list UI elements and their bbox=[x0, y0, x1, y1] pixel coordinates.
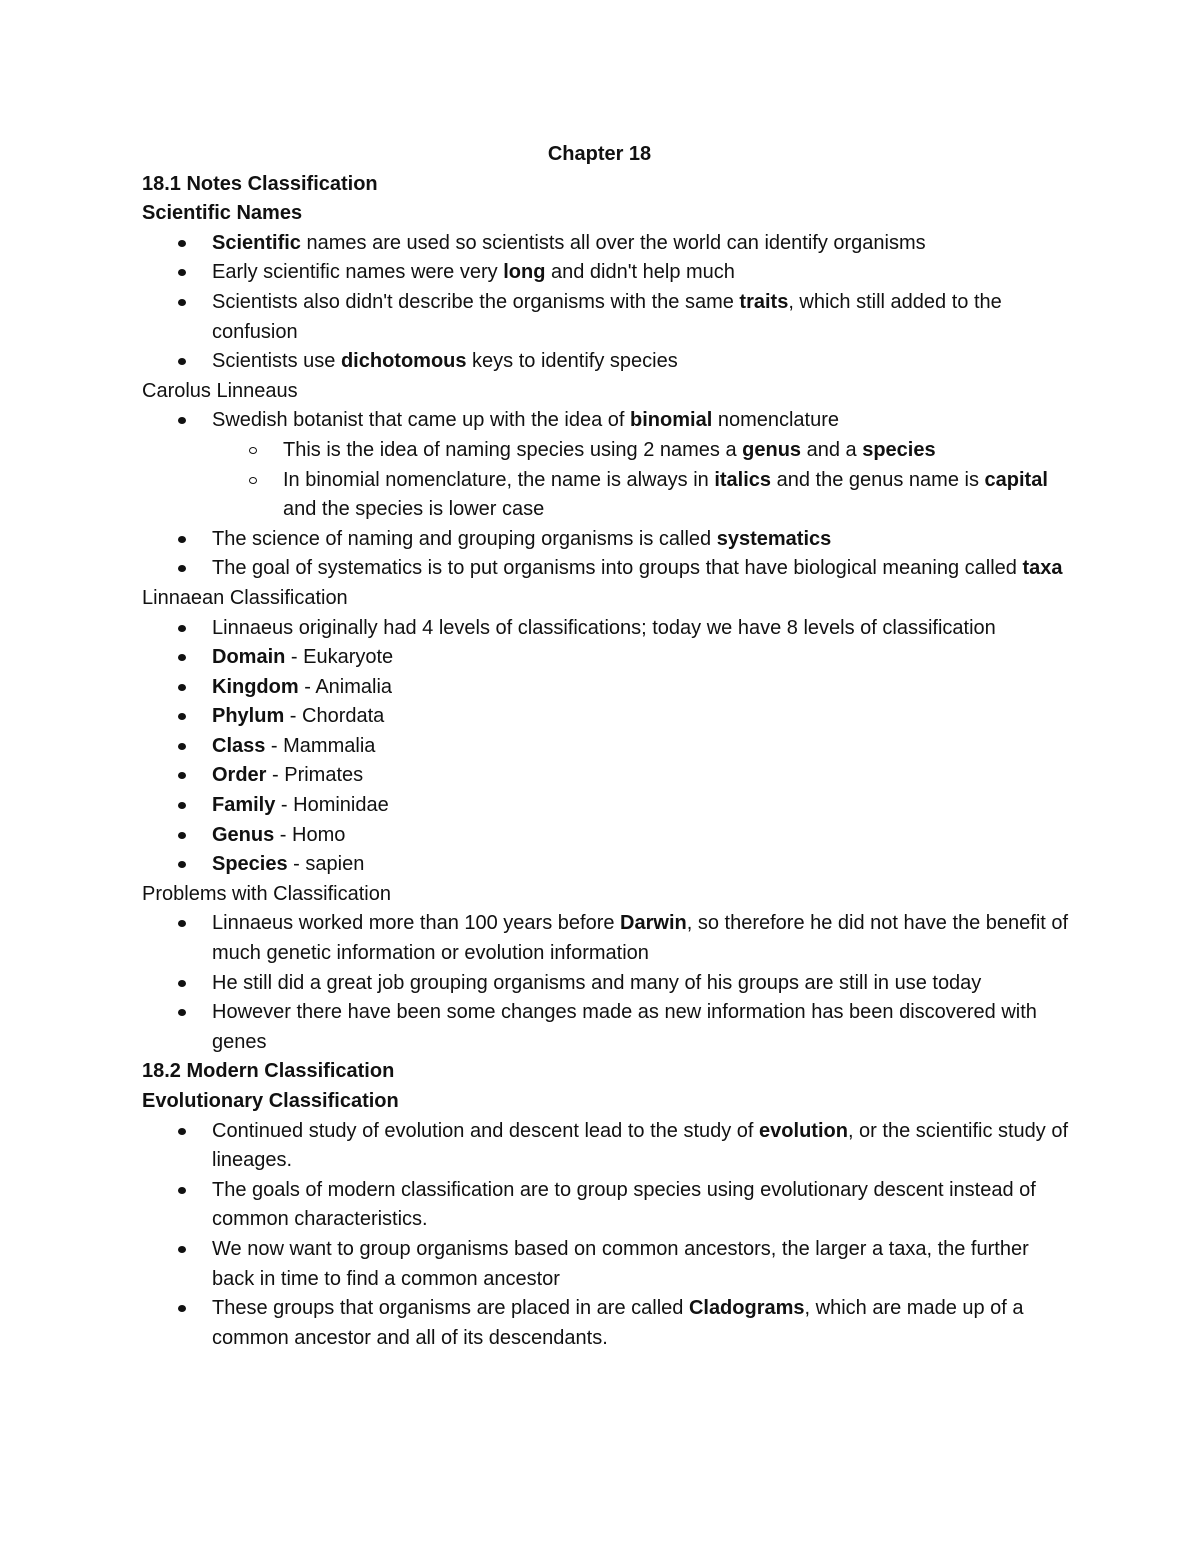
bullet-icon bbox=[178, 713, 186, 720]
subheading-problems-with-classification: Problems with Classification bbox=[142, 882, 391, 905]
list-item: These groups that organisms are placed in are called Cladograms, which are made up of a common ancestor and all of its descendants. bbox=[142, 1294, 1072, 1353]
bullet-icon bbox=[178, 565, 186, 572]
list-item: Order - Primates bbox=[142, 761, 1072, 791]
scientific-names-list bbox=[142, 229, 1072, 377]
bullet-icon bbox=[178, 299, 186, 306]
evolutionary-list bbox=[142, 1117, 1072, 1354]
subheading-evolutionary-classification: Evolutionary Classification bbox=[142, 1090, 399, 1112]
list-item: Kingdom - Animalia bbox=[142, 673, 1072, 703]
bullet-icon bbox=[178, 772, 186, 779]
subheading-scientific-names: Scientific Names bbox=[142, 202, 303, 225]
hollow-bullet-icon bbox=[249, 477, 257, 484]
bullet-icon bbox=[178, 269, 186, 276]
list-item: Linnaeus originally had 4 levels of classifications; today we have 8 levels of classification bbox=[142, 614, 1072, 644]
sub-list-item: In binomial nomenclature, the name is always in italics and the genus name is capital and the species is lower case bbox=[142, 466, 1072, 525]
list-item: We now want to group organisms based on common ancestors, the larger a taxa, the further back in time to find a common ancestor bbox=[142, 1235, 1072, 1294]
bullet-icon bbox=[178, 832, 186, 839]
section-heading-18-2: 18.2 Modern Classification bbox=[142, 1060, 395, 1083]
list-item: Linnaeus worked more than 100 years before Darwin, so therefore he did not have the benefit of much genetic information or evolution information bbox=[142, 909, 1072, 968]
list-item: Genus - Homo bbox=[142, 821, 1072, 851]
page-title: Chapter 18 bbox=[547, 143, 652, 165]
problems-list bbox=[142, 909, 1072, 1057]
bullet-icon bbox=[178, 743, 186, 750]
bullet-icon bbox=[178, 654, 186, 661]
bullet-icon bbox=[178, 861, 186, 868]
list-item: Swedish botanist that came up with the idea of binomial nomenclature bbox=[142, 406, 1072, 436]
list-item: However there have been some changes made as new information has been discovered with genes bbox=[142, 998, 1072, 1057]
list-item: Family - Hominidae bbox=[142, 791, 1072, 821]
bullet-icon bbox=[178, 1128, 186, 1135]
list-item: He still did a great job grouping organisms and many of his groups are still in use today bbox=[142, 969, 1072, 999]
list-item: Scientists use dichotomous keys to identify species bbox=[142, 347, 1072, 377]
list-item: Domain - Eukaryote bbox=[142, 643, 1072, 673]
list-item: The goal of systematics is to put organisms into groups that have biological meaning called taxa bbox=[142, 554, 1072, 584]
bullet-icon bbox=[178, 1187, 186, 1194]
bullet-icon bbox=[178, 240, 186, 247]
systematics-list bbox=[142, 525, 1072, 584]
list-item: Scientists also didn't describe the organisms with the same traits, which still added to the confusion bbox=[142, 288, 1072, 347]
subheading-carolus-linneaus: Carolus Linneaus bbox=[142, 379, 298, 402]
linnaean-classification-list bbox=[142, 614, 1072, 880]
list-item: Class - Mammalia bbox=[142, 732, 1072, 762]
subheading-linnaean-classification: Linnaean Classification bbox=[142, 586, 348, 609]
list-item: The science of naming and grouping organisms is called systematics bbox=[142, 525, 1072, 555]
bullet-icon bbox=[178, 920, 186, 927]
bullet-icon bbox=[178, 625, 186, 632]
bullet-icon bbox=[178, 417, 186, 424]
list-item: The goals of modern classification are to group species using evolutionary descent instead of common characteristics. bbox=[142, 1176, 1072, 1235]
sub-list-item: This is the idea of naming species using 2 names a genus and a species bbox=[142, 436, 1072, 466]
bullet-icon bbox=[178, 536, 186, 543]
list-item: Scientific names are used so scientists all over the world can identify organisms bbox=[142, 229, 1072, 259]
bullet-icon bbox=[178, 358, 186, 365]
list-item: Phylum - Chordata bbox=[142, 702, 1072, 732]
bullet-icon bbox=[178, 1009, 186, 1016]
list-item: Species - sapien bbox=[142, 850, 1072, 880]
document-content bbox=[142, 140, 1072, 1353]
bullet-icon bbox=[178, 684, 186, 691]
bullet-icon bbox=[178, 980, 186, 987]
bullet-icon bbox=[178, 1305, 186, 1312]
list-item: Early scientific names were very long and didn't help much bbox=[142, 258, 1072, 288]
bullet-icon bbox=[178, 802, 186, 809]
bullet-icon bbox=[178, 1246, 186, 1253]
hollow-bullet-icon bbox=[249, 447, 257, 454]
section-heading-18-1: 18.1 Notes Classification bbox=[142, 172, 378, 195]
linneaus-list bbox=[142, 406, 1072, 436]
list-item: Continued study of evolution and descent lead to the study of evolution, or the scientific study of lineages. bbox=[142, 1117, 1072, 1176]
binomial-sublist bbox=[142, 436, 1072, 525]
